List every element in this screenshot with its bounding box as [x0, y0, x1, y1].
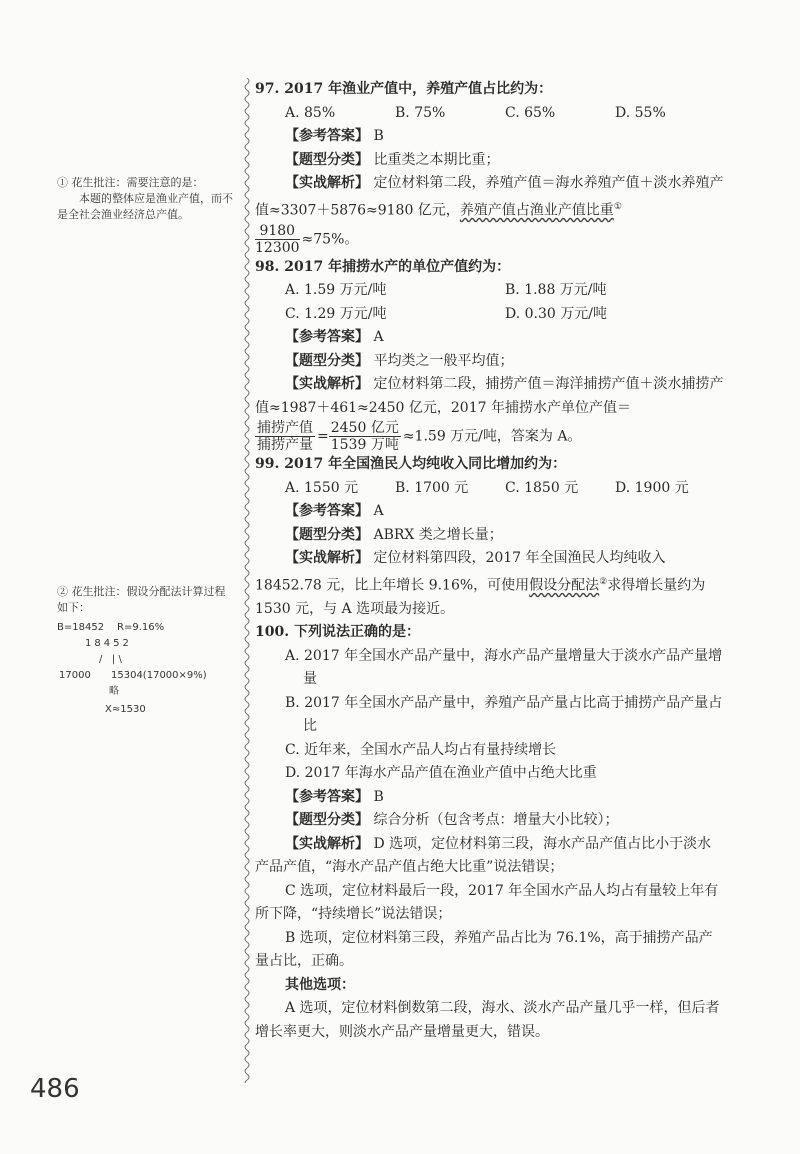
analysis-label: 【实战解析】 [285, 835, 369, 852]
q97-option-b: B. 75% [395, 104, 446, 121]
q99-stem: 99. 2017 年全国渔民人均纯收入同比增加约为： [255, 456, 567, 473]
q98-frac1-den: 捕捞产量 [257, 437, 313, 454]
q98-analysis-text: 定位材料第二段，捕捞产值＝海洋捕捞产值＋淡水捕捞产值≈1987＋461≈2450 亿元，2017 年捕捞水产单位产值＝ [255, 376, 724, 416]
q99-option-c: C. 1850 元 [505, 479, 579, 496]
q98-answer: A [373, 329, 384, 346]
analysis-label: 【实战解析】 [285, 550, 369, 567]
q100-analysis-c: C 选项，定位材料最后一段，2017 年全国水产品人均占有量较上年有所下降，“持续增长”说法错误； [255, 882, 719, 923]
q97-fraction [255, 223, 300, 256]
q100-type-row [255, 809, 725, 833]
q98-frac2-num: 2450 亿元 [330, 420, 399, 437]
tree-digits: 18452 [85, 638, 132, 649]
q97-option-c: C. 65% [505, 104, 556, 121]
q99-analysis-text-2: 求得增长量约为 1530 元，与 A 选项最为接近。 [255, 577, 706, 617]
answer-label: 【参考答案】 [285, 503, 369, 520]
q99-type-row [255, 524, 725, 548]
analysis-label: 【实战解析】 [285, 175, 369, 191]
q99-answer-row [255, 500, 725, 524]
q97-frac-den: 12300 [255, 239, 300, 256]
q97-frac-num: 9180 [255, 223, 300, 240]
q100-option-c: C. 近年来，全国水产品人均占有量持续增长 [285, 741, 557, 758]
side-note-1-body: 本题的整体应是渔业产值，而不是全社会渔业经济总产值。 [57, 192, 233, 221]
q100-option-b: B. 2017 年全国水产品产量中，养殖产品产量占比高于捕捞产品产量占比 [285, 694, 723, 735]
q100-analysis-b: B 选项，定位材料第三段，养殖产品占比为 76.1%，高于捕捞产品产量占比，正确。 [255, 929, 713, 970]
q98-fraction-2 [329, 420, 401, 453]
q98-stem: 98. 2017 年捕捞水产的单位产值约为： [255, 258, 511, 275]
q97-option-d: D. 55% [615, 104, 666, 121]
allocation-tree [57, 620, 235, 718]
q99-analysis [255, 547, 725, 621]
q99-option-b: B. 1700 元 [395, 479, 469, 496]
q100-type: 综合分析（包含考点：增量大小比较）； [373, 812, 619, 829]
q97-formula [255, 223, 725, 256]
q97-type: 比重类之本期比重； [373, 151, 500, 168]
answer-label: 【参考答案】 [285, 788, 369, 805]
q97-type-row [255, 149, 725, 173]
q97-result: ≈75%。 [301, 231, 359, 248]
q98-formula: $\frac{\text{捕捞产值}}{\text{捕捞产量}}$ = $\frac{\text{2450 亿元}}{\text{1539 万吨}}$ ≈1.59 万元/吨，答案为 A。 [257, 420, 582, 454]
q100-answer-row [255, 786, 725, 810]
q99-answer: A [373, 503, 384, 520]
q100-stem: 100. 下列说法正确的是： [255, 624, 420, 641]
side-note-2 [57, 584, 235, 718]
tree-left: 17000 [59, 670, 91, 681]
tree-base: B=18452 [57, 622, 105, 633]
q100-analysis-text-d: D 选项，定位材料第三段，海水产品产值占比小于淡水产品产值，“海水产品产值占绝大比重”说法错误； [255, 835, 712, 876]
q98-type-row [255, 350, 725, 374]
q97-answer: B [373, 128, 384, 144]
q98-options-row1 [255, 279, 725, 303]
q97-wavy-phrase: 养殖产值占渔业产值比重 [459, 202, 614, 219]
q97-options [255, 102, 725, 126]
q99-option-a: A. 1550 元 [285, 479, 359, 496]
q98-type: 平均类之一般平均值； [373, 352, 514, 369]
q99-options [255, 477, 725, 501]
q99-option-d: D. 1900 元 [615, 479, 689, 496]
q100-answer: B [373, 788, 384, 805]
q98-option-d: D. 0.30 万元/吨 [505, 305, 607, 322]
q98-options-row2 [255, 303, 725, 327]
q100-analysis-d [255, 833, 725, 880]
q98-result: ≈1.59 万元/吨，答案为 A。 [402, 428, 582, 445]
type-label: 【题型分类】 [285, 526, 369, 543]
margin-divider-wavy-line [243, 78, 251, 1083]
side-note-1-title: ① 花生批注：需要注意的是： [57, 176, 204, 189]
note-marker-1: ① [613, 201, 622, 212]
q98-option-c: C. 1.29 万元/吨 [285, 305, 387, 322]
type-label: 【题型分类】 [285, 352, 369, 369]
q97-answer-row [255, 125, 725, 149]
main-content [255, 78, 725, 1044]
type-label: 【题型分类】 [285, 151, 369, 168]
q100-option-d: D. 2017 年海水产品产值在渔业产值中占绝大比重 [285, 765, 597, 782]
q97-analysis [255, 172, 725, 223]
q100-analysis-a: A 选项，定位材料倒数第二段，海水、淡水产品产量几乎一样，但后者增长率更大，则淡水产品产量增量更大，错误。 [255, 1000, 720, 1040]
answer-label: 【参考答案】 [285, 329, 369, 346]
q100-option-a: A. 2017 年全国水产品产量中，海水产品产量增量大于淡水产品产量增量 [285, 647, 723, 688]
q98-fraction-1 [255, 420, 315, 453]
q97-analysis-text: 定位材料第二段，养殖产值＝海水养殖产值＋淡水养殖产值≈3307＋5876≈9180 亿元， [255, 175, 724, 219]
note-marker-2: ② [599, 576, 608, 587]
q99-analysis-text: 定位材料第四段，2017 年全国渔民人均纯收入 18452.78 元，比上年增长 9.16%，可使用 [255, 550, 666, 594]
side-note-2-title: ② 花生批注：假设分配法计算过程如下： [57, 585, 226, 614]
q97-option-a: A. 85% [285, 104, 336, 121]
tree-skip: 略 [109, 686, 119, 697]
q99-wavy-phrase: 假设分配法 [529, 577, 600, 594]
tree-branch-lines: / | \ [99, 654, 122, 665]
tree-rate: R=9.16% [117, 622, 165, 633]
q98-frac2-den: 1539 万吨 [330, 437, 399, 454]
q97-stem: 97. 2017 年渔业产值中，养殖产值占比约为： [255, 81, 553, 97]
analysis-label: 【实战解析】 [285, 376, 369, 393]
q98-option-b: B. 1.88 万元/吨 [505, 282, 607, 299]
side-note-1 [57, 175, 235, 223]
q99-type: ABRX 类之增长量； [373, 526, 503, 543]
q98-option-a: A. 1.59 万元/吨 [285, 282, 387, 299]
q98-answer-row [255, 326, 725, 350]
tree-right: 15304(17000×9%) [111, 670, 207, 681]
tree-result: X≈1530 [105, 704, 146, 715]
q98-frac1-num: 捕捞产值 [257, 420, 313, 437]
page-number: 486 [30, 1074, 80, 1104]
answer-label: 【参考答案】 [285, 128, 369, 144]
type-label: 【题型分类】 [285, 812, 369, 829]
q100-other-label: 其他选项： [285, 976, 355, 993]
q98-analysis [255, 373, 725, 420]
